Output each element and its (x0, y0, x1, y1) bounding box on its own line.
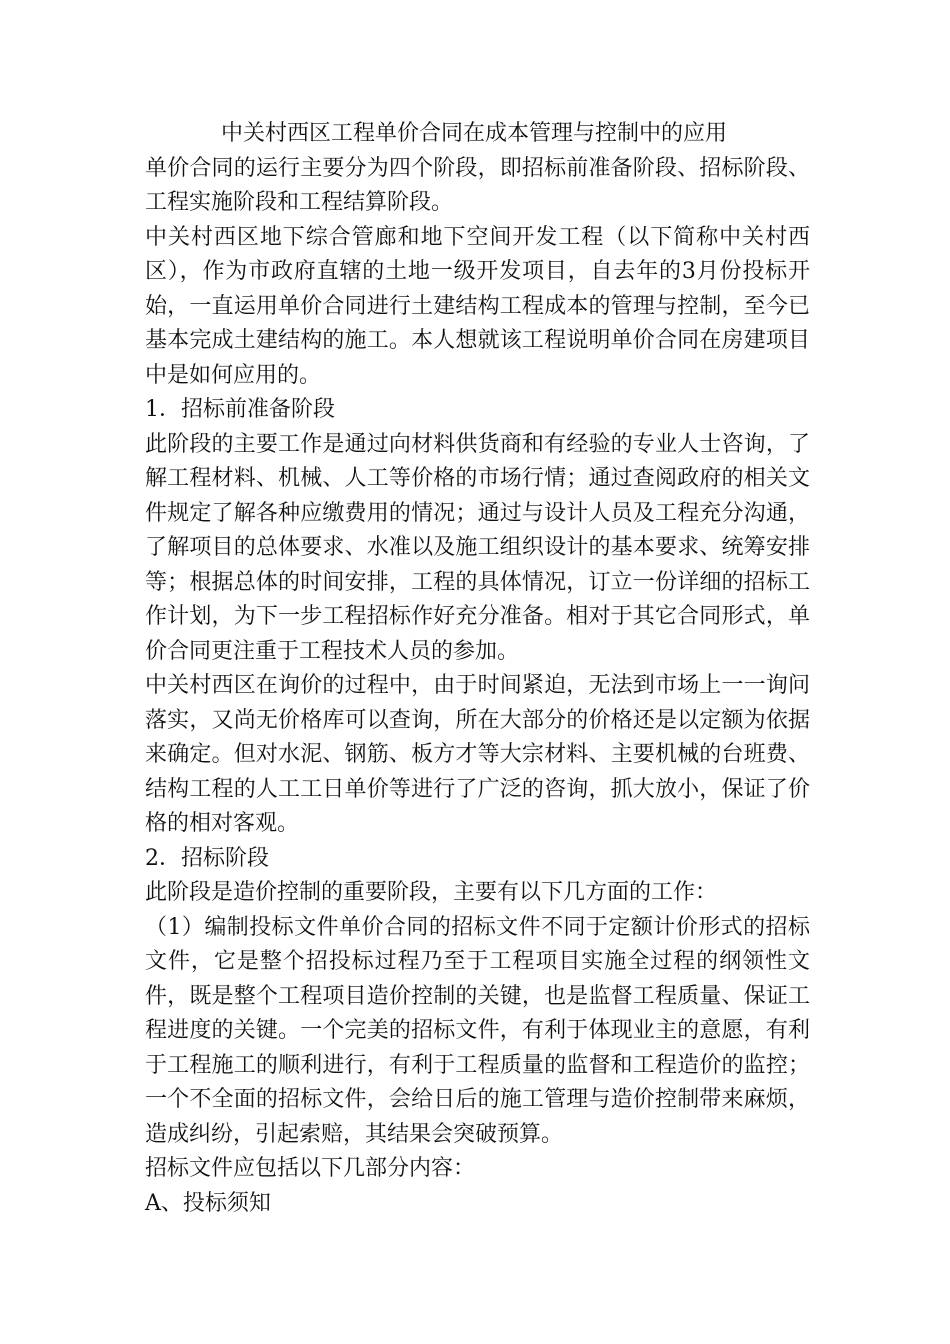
paragraph: （1）编制投标文件单价合同的招标文件不同于定额计价形式的招标文件，它是整个招投标过程乃至于工程项目实施全过程的纲领性文件，既是整个工程项目造价控制的关键，也是监督工程质量、保证工程进度的关键。一个完美的招标文件，有利于体现业主的意愿，有利于工程施工的顺利进行，有利于工程质量的监督和工程造价的监控；一个不全面的招标文件，会给日后的施工管理与造价控制带来麻烦，造成纠纷，引起索赔，其结果会突破预算。 (145, 914, 810, 1147)
paragraph: 中关村西区在询价的过程中，由于时间紧迫，无法到市场上一一询问落实，又尚无价格库可以查询，所在大部分的价格还是以定额为依据来确定。但对水泥、钢筋、板方才等大宗材料、主要机械的台班费、结构工程的人工工日单价等进行了广泛的咨询，抓大放小，保证了价格的相对客观。 (145, 673, 810, 836)
paragraph: 单价合同的运行主要分为四个阶段，即招标前准备阶段、招标阶段、工程实施阶段和工程结算阶段。 (145, 155, 810, 215)
document-body (145, 117, 810, 1221)
section-heading: 2．招标阶段 (145, 845, 269, 871)
list-item: A、投标须知 (145, 1190, 271, 1216)
paragraph: 中关村西区地下综合管廊和地下空间开发工程（以下简称中关村西区），作为市政府直辖的土地一级开发项目，自去年的3月份投标开始，一直运用单价合同进行土建结构工程成本的管理与控制，至今已基本完成土建结构的施工。本人想就该工程说明单价合同在房建项目中是如何应用的。 (145, 224, 810, 388)
paragraph: 此阶段是造价控制的重要阶段，主要有以下几方面的工作： (145, 880, 718, 905)
paragraph: 此阶段的主要工作是通过向材料供货商和有经验的专业人士咨询，了解工程材料、机械、人工等价格的市场行情；通过查阅政府的相关文件规定了解各种应缴费用的情况；通过与设计人员及工程充分沟通，了解项目的总体要求、水准以及施工组织设计的基本要求、统筹安排等；根据总体的时间安排，工程的具体情况，订立一份详细的招标工作计划，为下一步工程招标作好充分准备。相对于其它合同形式，单价合同更注重于工程技术人员的参加。 (145, 431, 810, 664)
paragraph: 招标文件应包括以下几部分内容： (145, 1156, 476, 1181)
section-heading: 1．招标前准备阶段 (145, 397, 335, 422)
document-title: 中关村西区工程单价合同在成本管理与控制中的应用 (221, 121, 728, 146)
